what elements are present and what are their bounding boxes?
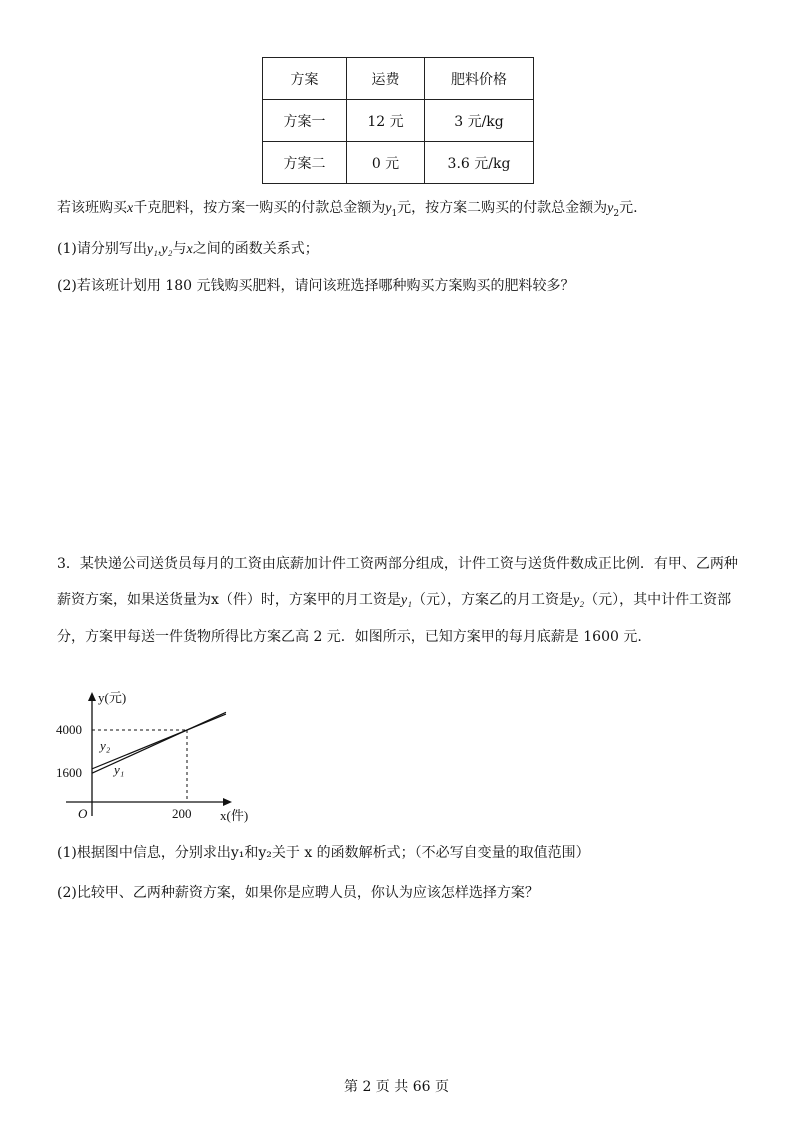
series-label-y1: y₁ bbox=[114, 762, 125, 777]
variables-y1-y2: y₁,y₂ bbox=[146, 242, 173, 257]
problem3-question1: (1)根据图中信息，分别求出y₁和y₂关于 x 的函数解析式；（不必写自变量的取值范围） bbox=[57, 845, 590, 861]
table-row bbox=[263, 142, 534, 184]
problem2-intro bbox=[57, 197, 638, 219]
text-segment: 之间的函数关系式； bbox=[192, 241, 319, 257]
text-segment: 与 bbox=[172, 241, 187, 257]
table-cell: 方案一 bbox=[263, 100, 347, 142]
problem3-question2: (2)比较甲、乙两种薪资方案，如果你是应聘人员，你认为应该怎样选择方案？ bbox=[57, 885, 539, 901]
series-label-y2: y₂ bbox=[100, 738, 111, 753]
table-header-cell: 肥料价格 bbox=[425, 58, 534, 100]
text-segment: 元，按方案二购买的付款总金额为 bbox=[397, 200, 608, 216]
variable-x-unit: x（件） bbox=[211, 592, 261, 608]
plan-table bbox=[262, 57, 534, 184]
text-segment: 元. bbox=[619, 200, 638, 216]
text-segment: (1)请分别写出 bbox=[57, 241, 147, 257]
table-cell: 12 元 bbox=[347, 100, 425, 142]
text-segment: 3．某快递公司送货员每月的工资由底薪加计件工资两部分组成，计件工资与送货件数成正比例．有甲、乙两种薪资方案，如果送货量为 bbox=[57, 556, 738, 608]
table-header-cell: 运费 bbox=[347, 58, 425, 100]
subscript: 2 bbox=[613, 208, 620, 219]
variable-y2: y bbox=[607, 201, 614, 216]
problem2-question1 bbox=[57, 238, 319, 258]
text-segment: （元），方案乙的月工资是 bbox=[412, 592, 573, 608]
x-axis-label: x(件) bbox=[220, 808, 249, 823]
table-cell: 3.6 元/kg bbox=[425, 142, 534, 184]
y-axis-arrow bbox=[88, 692, 96, 701]
problem2-question2: (2)若该班计划用 180 元钱购买肥料，请问该班选择哪种购买方案购买的肥料较多？ bbox=[57, 278, 575, 294]
x-axis-arrow bbox=[223, 798, 232, 806]
table-cell: 3 元/kg bbox=[425, 100, 534, 142]
y-axis-label: y(元) bbox=[98, 690, 127, 705]
y-tick-label-1600: 1600 bbox=[56, 765, 82, 780]
variable-x: x bbox=[127, 201, 134, 216]
variable-x: x bbox=[186, 242, 193, 257]
x-tick-label-200: 200 bbox=[172, 806, 192, 821]
table-header-cell: 方案 bbox=[263, 58, 347, 100]
salary-graph bbox=[52, 688, 292, 828]
text-segment: 若该班购买 bbox=[57, 200, 127, 216]
problem3-statement bbox=[57, 546, 747, 655]
table-cell: 方案二 bbox=[263, 142, 347, 184]
subscript: 1 bbox=[391, 208, 398, 219]
table-cell: 0 元 bbox=[347, 142, 425, 184]
text-segment: 时，方案甲的月工资是 bbox=[260, 592, 401, 608]
y-tick-label-4000: 4000 bbox=[56, 722, 82, 737]
variable-y1: y₁ bbox=[400, 593, 412, 608]
series-line-y2 bbox=[92, 714, 226, 769]
series-line-y1 bbox=[92, 712, 226, 773]
page-footer: 第 2 页 共 66 页 bbox=[344, 1079, 449, 1095]
variable-y2: y₂ bbox=[573, 593, 585, 608]
table-header-row bbox=[263, 58, 534, 100]
text-segment: 千克肥料，按方案一购买的付款总金额为 bbox=[133, 200, 386, 216]
table-row bbox=[263, 100, 534, 142]
origin-label: O bbox=[78, 806, 88, 821]
text-segment: （元），其中计件工资部分，方案甲每送一件货物所得比方案乙高 2 元．如图所示，已知方案甲的每月底薪是 1600 元. bbox=[57, 592, 732, 645]
variable-y1: y bbox=[385, 201, 392, 216]
